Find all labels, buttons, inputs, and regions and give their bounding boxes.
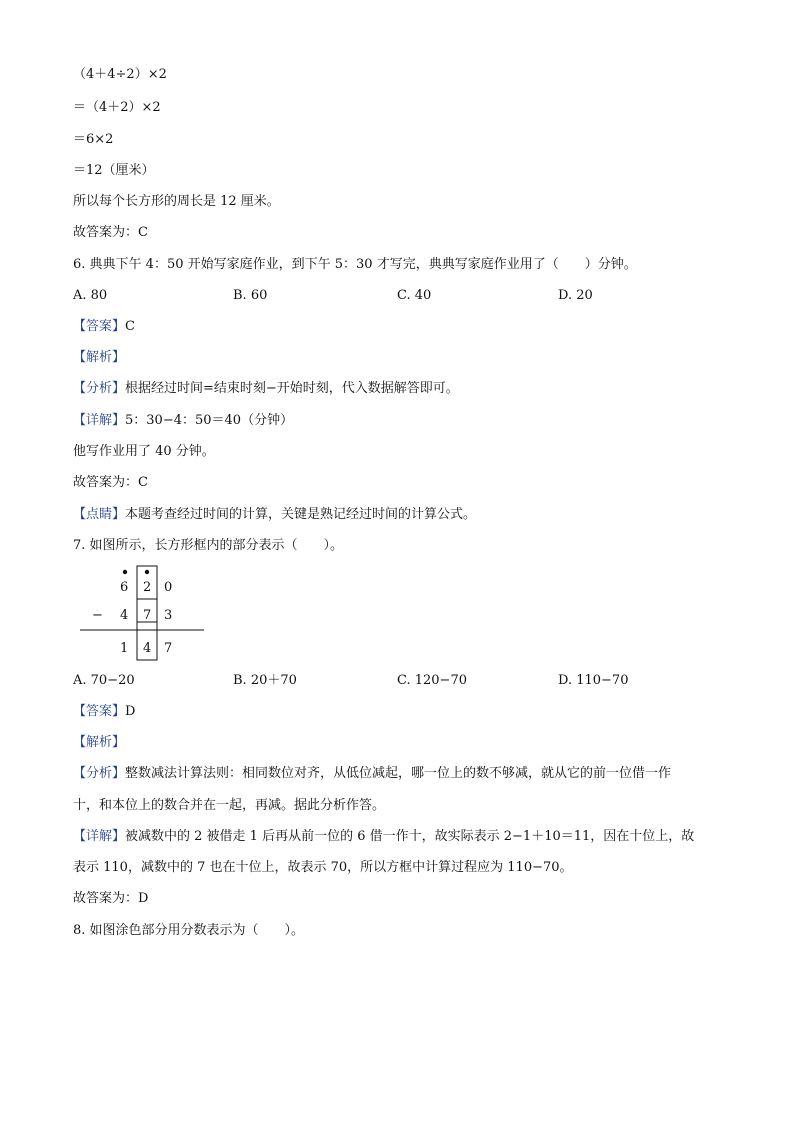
conclusion-text: 所以每个长方形的周长是 12 厘米。: [73, 194, 280, 209]
dianjing-tag: 【点睛】: [73, 507, 126, 522]
q6-dianjing: [73, 506, 476, 524]
q7-option-c: C. 120−70: [397, 673, 467, 688]
q6-xiangjie: [73, 412, 293, 430]
q7-option-b: B. 20＋70: [233, 673, 297, 688]
q7-option-d: D. 110−70: [558, 673, 629, 688]
fenxi-tag: 【分析】: [73, 766, 126, 781]
subtrahend-ones: 3: [164, 608, 173, 623]
answer-tag: 【答案】: [73, 704, 126, 719]
q7-xiangjie-line-1: [73, 828, 694, 846]
minuend-ones: 0: [164, 580, 173, 595]
q6-jiexi-tag: 【解析】: [73, 350, 126, 365]
xiangjie-tag: 【详解】: [73, 829, 126, 844]
xiangjie-text: 5：30−4：50＝40（分钟）: [125, 413, 294, 428]
borrow-dot-hundreds: [123, 570, 127, 574]
q6-question: 6. 典典下午 4：50 开始写家庭作业，到下午 5：30 才写完，典典写家庭作业用了（ ）分钟。: [73, 257, 637, 272]
minus-sign: −: [92, 608, 103, 623]
q6-extra: 他写作业用了 40 分钟。: [73, 444, 215, 459]
q7-question: 7. 如图所示，长方形框内的部分表示（ ）。: [73, 538, 344, 553]
difference-tens: 4: [143, 641, 152, 656]
calc-line-2: ＝（4＋2）×2: [73, 100, 161, 115]
fenxi-tag: 【分析】: [73, 381, 126, 396]
calc-line-4: ＝12（厘米）: [73, 163, 155, 178]
q6-answer: [73, 318, 135, 336]
q7-jiexi-tag: 【解析】: [73, 735, 126, 750]
q7-fenxi-line-2: 十，和本位上的数合并在一起，再减。据此分析作答。: [73, 798, 386, 813]
xiangjie-tag: 【详解】: [73, 413, 126, 428]
subtraction-figure: [76, 560, 211, 665]
q6-fenxi: [73, 380, 459, 398]
q6-option-a: A. 80: [73, 288, 108, 303]
q7-answer: [73, 703, 135, 721]
minuend-hundreds: 6: [120, 580, 129, 595]
q6-option-d: D. 20: [558, 288, 593, 303]
q6-option-b: B. 60: [233, 288, 268, 303]
q7-fenxi-line-1: [73, 765, 671, 783]
q6-final: 故答案为：C: [73, 475, 148, 490]
borrow-dot-tens: [145, 570, 149, 574]
q7-final: 故答案为：D: [73, 891, 149, 906]
calc-line-1: （4＋4÷2）×2: [73, 67, 167, 82]
dianjing-text: 本题考查经过时间的计算，关键是熟记经过时间的计算公式。: [125, 507, 477, 522]
calc-line-3: ＝6×2: [73, 132, 114, 147]
q7-option-a: A. 70−20: [73, 673, 135, 688]
q7-xiangjie-line-2: 表示 110，减数中的 7 也在十位上，故表示 70，所以方框中计算过程应为 110−70。: [73, 860, 573, 875]
difference-ones: 7: [164, 641, 173, 656]
answer-tag: 【答案】: [73, 319, 126, 334]
answer-value: C: [125, 319, 135, 334]
fenxi-text-1: 整数减法计算法则：相同数位对齐，从低位减起，哪一位上的数不够减，就从它的前一位借一作: [125, 766, 672, 781]
q8-question: 8. 如图涂色部分用分数表示为（ ）。: [73, 923, 305, 938]
xiangjie-text-1: 被减数中的 2 被借走 1 后再从前一位的 6 借一作十，故实际表示 2−1＋10＝11，因在十位上，故: [125, 829, 695, 844]
difference-hundreds: 1: [120, 641, 129, 656]
fenxi-text: 根据经过时间=结束时刻−开始时刻，代入数据解答即可。: [125, 381, 459, 396]
minuend-tens: 2: [143, 580, 152, 595]
subtrahend-tens: 7: [143, 608, 152, 623]
subtrahend-hundreds: 4: [120, 608, 129, 623]
final-answer-q5: 故答案为：C: [73, 225, 148, 240]
q6-option-c: C. 40: [397, 288, 432, 303]
answer-value: D: [125, 704, 136, 719]
